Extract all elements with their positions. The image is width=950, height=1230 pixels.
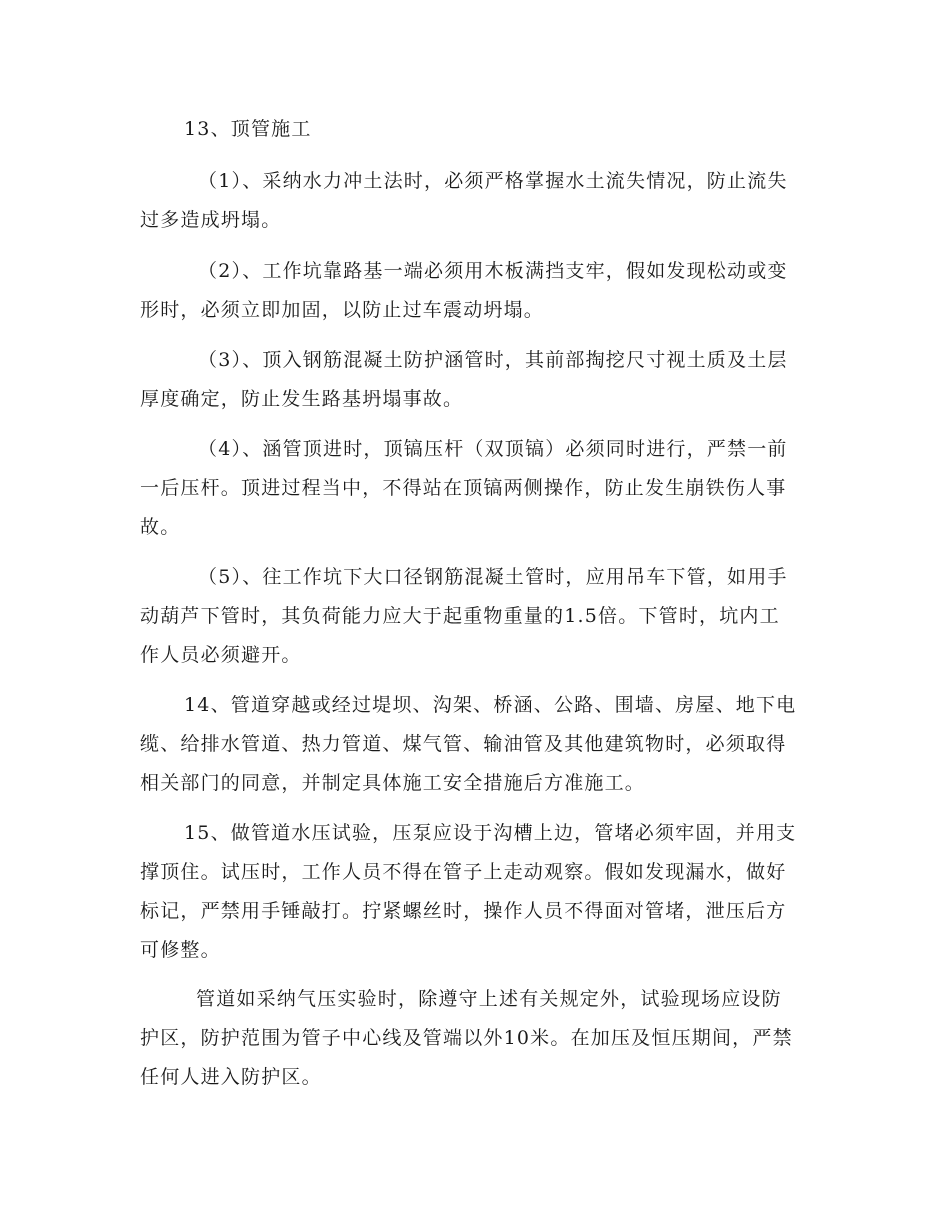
section-14-paragraph: 14、管道穿越或经过堤坝、沟架、桥涵、公路、围墙、房屋、地下电缆、给排水管道、热力管道、煤气管、输油管及其他建筑物时，必须取得相关部门的同意，并制定具体施工安全措施后方准施工。	[140, 694, 797, 794]
item-3-paragraph: （3）、顶入钢筋混凝土防护涵管时，其前部掏挖尺寸视土质及土层厚度确定，防止发生路基坍塌事故。	[140, 349, 788, 410]
item-1-paragraph: （1）、采纳水力冲土法时，必须严格掌握水土流失情况，防止流失过多造成坍塌。	[140, 170, 788, 231]
item-4-paragraph: （4）、涵管顶进时，顶镐压杆（双顶镐）必须同时进行，严禁一前一后压杆。顶进过程当中，不得站在顶镐两侧操作，防止发生崩铁伤人事故。	[140, 438, 788, 538]
section-15-paragraph: 15、做管道水压试验，压泵应设于沟槽上边，管堵必须牢固，并用支撑顶住。试压时，工作人员不得在管子上走动观察。假如发现漏水，做好标记，严禁用手锤敲打。拧紧螺丝时，操作人员不得面对管堵，泄压后方可修整。	[140, 822, 797, 961]
pneumatic-test-paragraph: 管道如采纳气压实验时，除遵守上述有关规定外，试验现场应设防护区，防护范围为管子中心线及管端以外10米。在加压及恒压期间，严禁任何人进入防护区。	[140, 988, 793, 1088]
item-5-paragraph: （5）、往工作坑下大口径钢筋混凝土管时，应用吊车下管，如用手动葫芦下管时，其负荷能力应大于起重物重量的1.5倍。下管时，坑内工作人员必须避开。	[140, 566, 788, 666]
item-2-paragraph: （2）、工作坑靠路基一端必须用木板满挡支牢，假如发现松动或变形时，必须立即加固，以防止过车震动坍塌。	[140, 260, 788, 321]
section-heading-13: 13、顶管施工	[184, 118, 312, 140]
